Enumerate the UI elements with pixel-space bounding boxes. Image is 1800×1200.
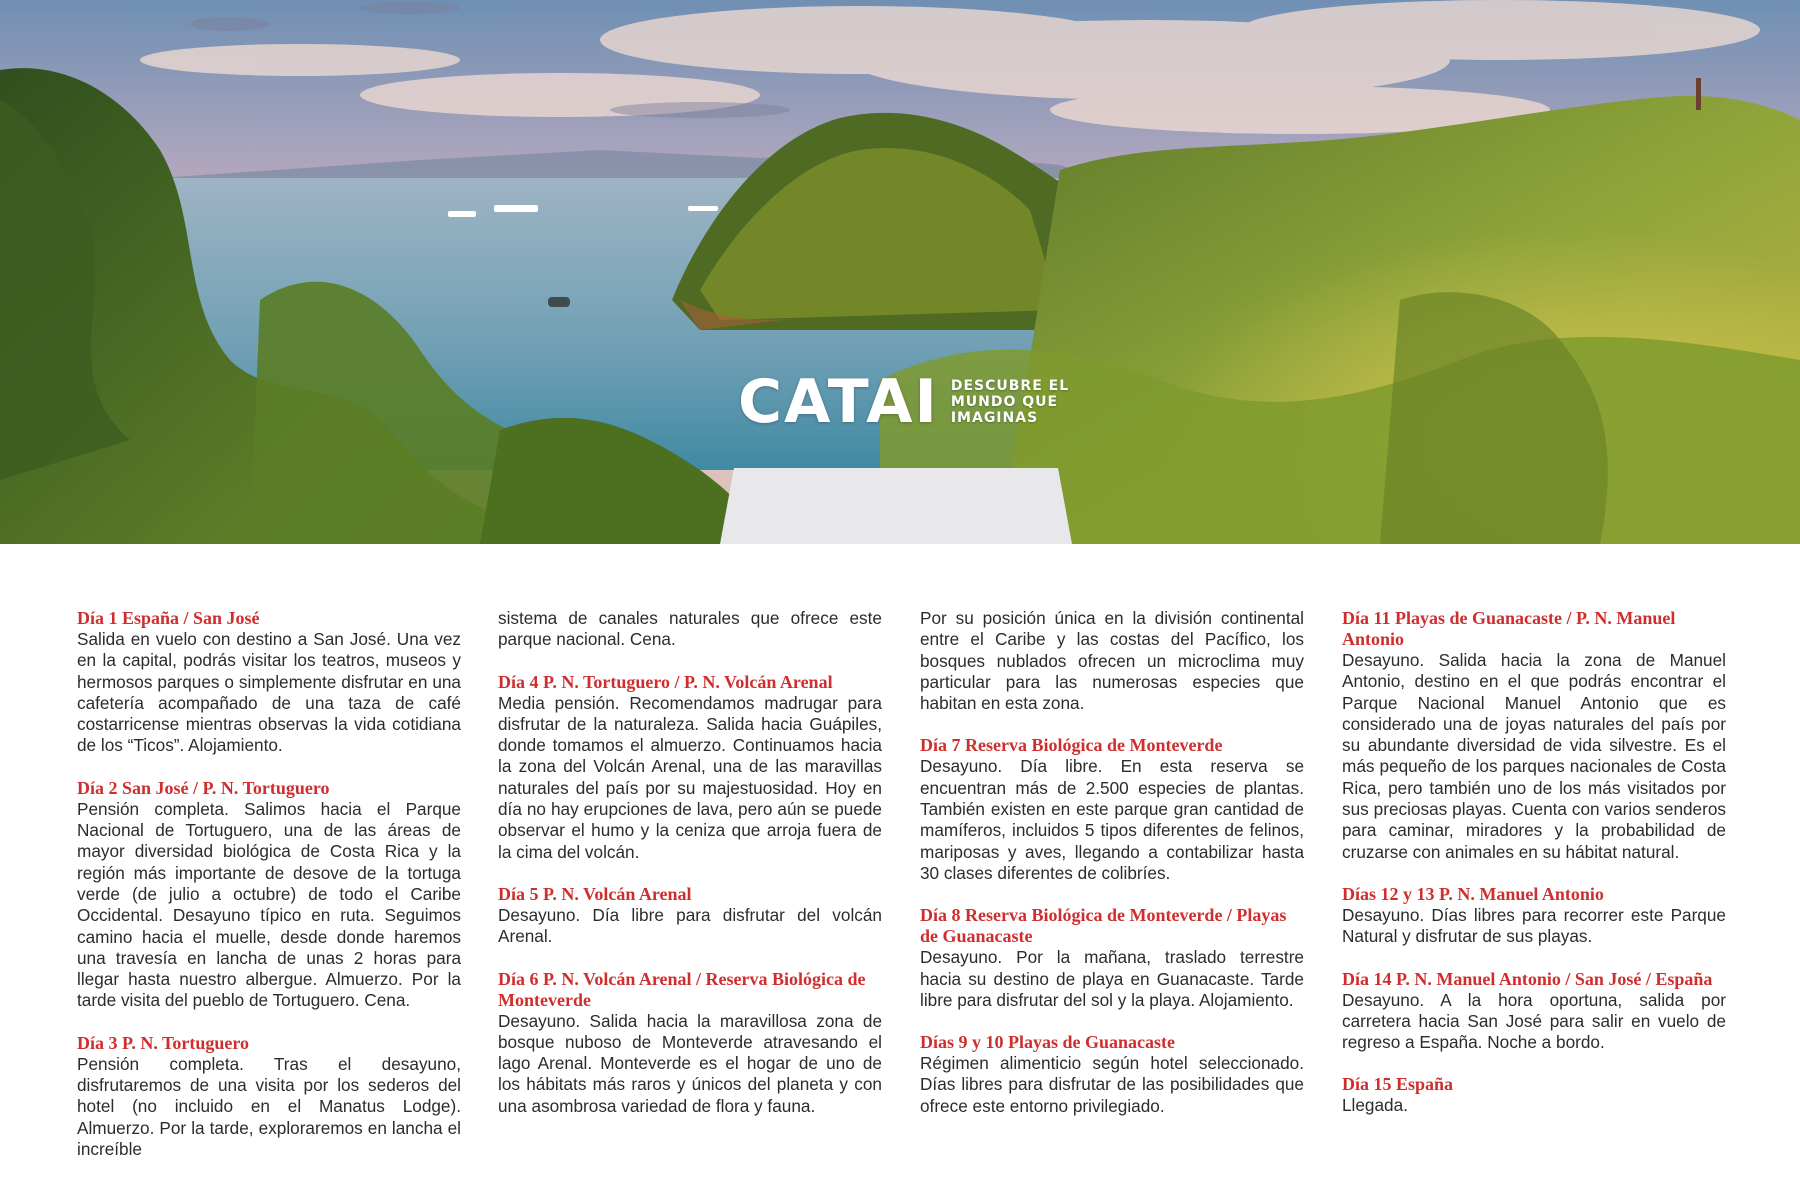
day-description: Desayuno. Salida hacia la maravillosa zona de bosque nuboso de Monteverde atravesando el lago Arenal. Monteverde es el hogar de uno de los hábitats más raros y únicos del planeta y con una asombrosa variedad de flora y fauna. — [498, 1010, 882, 1116]
day-description: Desayuno. Día libre. En esta reserva se encuentran más de 2.500 especies de plantas. También existen en este parque gran cantidad de mamíferos, incluidos 5 tipos diferentes de felinos, mariposas y aves, llegando a contabilizar hasta 30 clases diferentes de colibríes. — [920, 756, 1304, 883]
day-description: Salida en vuelo con destino a San José. Una vez en la capital, podrás visitar los teatros, museos y hermosos parques o simplemente disfrutar en una cafetería acompañado de una taza de café costarricense mientras observas la vida cotidiana de los “Ticos”. Alojamiento. — [77, 629, 461, 756]
itinerary-column-3 — [920, 608, 1304, 1138]
itinerary-column-2 — [498, 608, 882, 1138]
day-description: Media pensión. Recomendamos madrugar para disfrutar de la naturaleza. Salida hacia Guápiles, donde tomamos el almuerzo. Continuamos hacia la zona del Volcán Arenal, una de las maravillas naturales del país por su majestuosidad. Hoy en día no hay erupciones de lava, pero aún se puede observar el humo y la ceniza que arroja fuera de la cima del volcán. — [498, 692, 882, 862]
day-description: Desayuno. Salida hacia la zona de Manuel Antonio, destino en el que podrás encontrar el Parque Nacional Manuel Antonio que es considerado una de joyas naturales del país por su abundante diversidad de vida silvestre. Es el más pequeño de los parques nacionales de Costa Rica, pero también uno de los más visitados por sus preciosas playas. Cuenta con varios senderos para caminar, miradores y la probabilidad de cruzarse con animales en su hábitat natural. — [1342, 650, 1726, 862]
logo-tagline — [951, 378, 1069, 426]
day-title: Día 15 España — [1342, 1074, 1454, 1095]
day-description: Desayuno. Días libres para recorrer este Parque Natural y disfrutar de sus playas. — [1342, 904, 1726, 947]
day-description: Pensión completa. Tras el desayuno, disfrutaremos de una visita por los sederos del hotel (no incluido en el Manatus Lodge). Almuerzo. Por la tarde, exploraremos en lancha el increíble — [77, 1053, 461, 1159]
day-title: Día 1 España / San José — [77, 608, 260, 628]
day-entry — [920, 905, 1304, 1011]
day-entry — [77, 1033, 461, 1160]
logo-tagline-line: MUNDO QUE — [950, 394, 1059, 410]
day-title: Día 14 P. N. Manuel Antonio / San José / España — [1342, 968, 1713, 989]
itinerary-column-4 — [1342, 608, 1726, 1138]
day-description: Régimen alimenticio según hotel seleccionado. Días libres para disfrutar de las posibilidades que ofrece este entorno privilegiado. — [920, 1053, 1304, 1116]
day-entry — [1342, 884, 1726, 948]
day-title: Día 7 Reserva Biológica de Monteverde — [920, 735, 1223, 756]
day-description: Llegada. — [1342, 1095, 1408, 1116]
logo-wordmark: CATAI — [738, 367, 939, 437]
landscape-illustration — [0, 0, 1800, 544]
itinerary-section — [0, 544, 1800, 1200]
day-entry — [498, 672, 882, 863]
day-title: Día 8 Reserva Biológica de Monteverde / Playas de Guanacaste — [920, 905, 1287, 947]
day-title: Días 12 y 13 P. N. Manuel Antonio — [1342, 883, 1604, 904]
day-description: Desayuno. A la hora oportuna, salida por carretera hacia San José para salir en vuelo de regreso a España. Noche a bordo. — [1342, 989, 1726, 1053]
day-entry — [1342, 1074, 1726, 1116]
day-entry — [498, 969, 882, 1117]
catai-logo — [738, 367, 1070, 437]
itinerary-column-1 — [77, 608, 461, 1181]
day-entry — [1342, 608, 1726, 863]
day-title: Día 2 San José / P. N. Tortuguero — [77, 777, 330, 798]
day-title: Día 3 P. N. Tortuguero — [77, 1032, 250, 1053]
day-description: Pensión completa. Salimos hacia el Parque Nacional de Tortuguero, una de las áreas de mayor diversidad biológica de Costa Rica y la región más importante de desove de la tortuga verde (de julio a octubre) de todo el Caribe Occidental. Desayuno típico en ruta. Seguimos camino hacia el muelle, desde donde haremos una travesía en lancha de unas 2 horas para llegar hasta nuestro albergue. Almuerzo. Por la tarde visita del pueblo de Tortuguero. Cena. — [77, 798, 461, 1011]
day-title: Días 9 y 10 Playas de Guanacaste — [920, 1032, 1176, 1053]
day-description: Desayuno. Por la mañana, traslado terrestre hacia su destino de playa en Guanacaste. Tarde libre para disfrutar del sol y la playa. Alojamiento. — [920, 947, 1304, 1010]
hero-landscape-image — [0, 0, 1800, 544]
day-description: Desayuno. Día libre para disfrutar del volcán Arenal. — [498, 904, 882, 947]
day-entry — [920, 735, 1304, 884]
day-entry — [77, 608, 461, 757]
logo-tagline-line: DESCUBRE EL — [950, 378, 1070, 394]
day-title: Día 4 P. N. Tortuguero / P. N. Volcán Arenal — [498, 671, 833, 692]
day-title: Día 11 Playas de Guanacaste / P. N. Manuel Antonio — [1342, 608, 1676, 649]
logo-tagline-line: IMAGINAS — [950, 410, 1039, 426]
day-title: Día 6 P. N. Volcán Arenal / Reserva Biológica de Monteverde — [498, 968, 866, 1010]
day-title: Día 5 P. N. Volcán Arenal — [498, 883, 692, 904]
day-entry — [920, 1032, 1304, 1117]
continued-text: sistema de canales naturales que ofrece este parque nacional. Cena. — [498, 608, 882, 650]
day-entry — [1342, 969, 1726, 1054]
day-entry — [77, 778, 461, 1012]
continued-text: Por su posición única en la división continental entre el Caribe y las costas del Pacífico, los bosques nublados ofrecen un microclima muy particular para las numerosas especies que habitan en esta zona. — [920, 608, 1304, 714]
day-entry — [498, 884, 882, 948]
